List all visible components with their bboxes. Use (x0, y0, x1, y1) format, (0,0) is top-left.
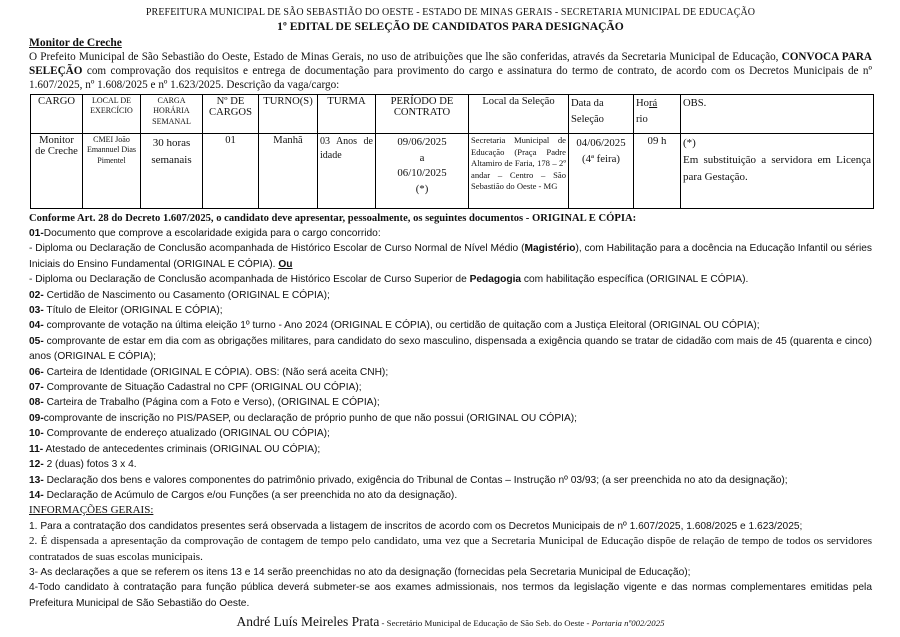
doc-item-12-text: 2 (duas) fotos 3 x 4. (43, 459, 137, 471)
cell-cargo: Monitor de Creche (31, 134, 83, 209)
doc-item-07-num: 07- (29, 382, 44, 394)
doc-item-12 (29, 457, 872, 472)
doc-item-01-text: Documento que comprove a escolaridade exigida para o cargo concorrido: (43, 228, 381, 239)
doc-item-04-text: comprovante de votação na última eleição 1º turno - Ano 2024 (ORIGINAL E CÓPIA), ou certidão de quitação com a Justiça Eleitoral (ORIGINAL OU CÓPIA); (43, 320, 760, 332)
doc-item-14-text: Declaração de Acúmulo de Cargos e/ou Funções (a ser preenchida no ato da designação). (43, 489, 458, 501)
doc-item-11-text: Atestado de antecedentes criminais (ORIGINAL OU CÓPIA); (43, 443, 321, 455)
vacancy-table-header-row (31, 95, 874, 134)
carga-line-1: 30 horas (152, 137, 191, 149)
horario-part-3: rio (636, 113, 648, 125)
diploma2-pedagogia-bold: Pedagogia (469, 274, 522, 286)
doc-item-14-num: 14- (29, 489, 44, 501)
cell-n-cargos: 01 (203, 134, 259, 209)
intro-paragraph (29, 50, 872, 92)
obs-text: Em substituição a servidora em Licença para Gestação. (683, 154, 871, 184)
doc-item-10 (29, 426, 872, 441)
data-selecao-line-2: (4ª feira) (581, 153, 621, 166)
intro-text-1: O Prefeito Municipal de São Sebastião do Oeste, Estado de Minas Gerais, no uso de atribuições que lhe são conferidas, através da Secretaria Municipal de Educação, (29, 51, 782, 63)
horario-part-2: rá (648, 98, 658, 109)
doc-item-02 (29, 288, 872, 303)
col-header-obs: OBS. (681, 95, 874, 134)
doc-item-05-text: comprovante de estar em dia com as obrigações militares, para candidato do sexo masculino, dispensada a exigência quando se tratar de cidadão com mais de 45 (quarenta e cinco) anos (ORIGINAL E CÓPIA); (29, 335, 872, 363)
doc-item-13 (29, 473, 872, 488)
doc-item-11-num: 11- (29, 443, 44, 455)
cell-periodo-contrato (376, 134, 469, 209)
periodo-line-2: a (419, 151, 425, 164)
doc-item-05-num: 05- (29, 335, 44, 347)
doc-item-diploma-superior (29, 272, 872, 287)
signature-name: André Luís Meireles Prata (236, 614, 380, 630)
periodo-line-3: 06/10/2025 (397, 167, 447, 180)
obs-asterisk: (*) (683, 137, 696, 149)
doc-item-09-num: 09- (29, 412, 44, 424)
doc-item-04-num: 04- (29, 320, 44, 332)
col-header-turnos: TURNO(S) (259, 95, 318, 134)
doc-item-01-num: 01- (29, 228, 44, 239)
cell-data-selecao (569, 134, 634, 209)
col-header-data-selecao: Data da Seleção (569, 95, 634, 134)
doc-item-13-text: Declaração dos bens e valores componentes do patrimônio privado, exigência do Tribunal de Contas – Instrução nº 03/93; (a ser preenchida no ato da designação); (43, 474, 788, 486)
diploma1-ou-bold: Ou (278, 258, 293, 270)
carga-line-2: semanais (151, 153, 192, 166)
org-header-line: PREFEITURA MUNICIPAL DE SÃO SEBASTIÃO DO OESTE - ESTADO DE MINAS GERAIS - SECRETARIA MUNICIPAL DE EDUCAÇÃO (145, 7, 756, 18)
general-info-item-4: 4-Todo candidato à contratação para função pública deverá submeter-se aos exames admissionais, nos termos da legislação vigente e das normas complementares emitidas pela Prefeitura Municipal de São Sebastião do Oeste. (29, 582, 872, 609)
col-header-turma: TURMA (318, 95, 376, 134)
col-header-local-exercicio: LOCAL DE EXERCÍCIO (83, 95, 141, 134)
doc-item-08 (29, 395, 872, 410)
general-info-item-3: 3- As declarações a que se referem os itens 13 e 14 serão preenchidas no ato da designação (fornecidas pela Secretaria Municipal de Educação); (29, 566, 691, 578)
cell-carga-horaria (141, 134, 203, 209)
doc-item-06-text: Carteira de Identidade (ORIGINAL E CÓPIA). OBS: (Não será aceita CNH); (43, 366, 389, 378)
signature-separator: - (379, 618, 387, 629)
position-title: Monitor de Creche (29, 37, 122, 49)
doc-item-10-text: Comprovante de endereço atualizado (ORIGINAL OU CÓPIA); (43, 428, 330, 440)
doc-item-10-num: 10- (29, 428, 44, 440)
horario-part-1: Ho (636, 98, 649, 109)
intro-convoca-bold: CONVOCA PARA SELEÇÃO (29, 51, 873, 77)
cell-local-exercicio: CMEI João Emannuel Dias Pimentel (83, 134, 141, 209)
doc-item-07 (29, 380, 872, 395)
doc-item-14 (29, 488, 872, 503)
doc-item-01 (29, 226, 872, 241)
data-selecao-line-1: 04/06/2025 (576, 137, 626, 149)
doc-item-03-num: 03- (29, 305, 44, 317)
doc-item-13-num: 13- (29, 474, 44, 486)
doc-item-04 (29, 318, 872, 333)
cell-local-selecao: Secretaria Municipal de Educação (Praça Padre Altamiro de Faria, 178 – 2º andar – Centro – São Sebastião do Oeste - MG (469, 134, 569, 209)
diploma1-magisterio-bold: Magistério (524, 243, 576, 255)
doc-item-02-text: Certidão de Nascimento ou Casamento (ORIGINAL E CÓPIA); (43, 289, 330, 301)
diploma2-pre: - Diploma ou Declaração de Conclusão acompanhada de Histórico Escolar de Curso Superior de (29, 274, 470, 286)
signature-line (29, 613, 872, 631)
general-info-heading-text: INFORMAÇÕES GERAIS: (29, 504, 154, 517)
doc-item-08-num: 08- (29, 397, 44, 409)
doc-item-06-num: 06- (29, 366, 44, 378)
intro-text-2: com comprovação dos requisitos e entrega de documentação para provimento do cargo e assinatura do termo de contrato, de acordo com os Decretos Municipais de nº 1.607/2025, nº 1.608/2025 e nº 1.623/2025. Descrição da vaga/cargo: (29, 65, 872, 91)
col-header-cargo: CARGO (31, 95, 83, 134)
vacancy-table-row (31, 134, 874, 209)
general-info-item-2: 2. É dispensada a apresentação da comprovação de contagem de tempo pelo candidato, uma vez que a Secretaria Municipal de Educação dispõe de relação de tempo de todos os servidores contratados de suas escolas municipais. (29, 535, 872, 563)
doc-item-03-text: Título de Eleitor (ORIGINAL E CÓPIA); (43, 305, 223, 317)
documents-heading: Conforme Art. 28 do Decreto 1.607/2025, o candidato deve apresentar, pessoalmente, os seguintes documentos - ORIGINAL E CÓPIA: (29, 213, 637, 224)
diploma1-post: ), com Habilitação para a docência na Educação Infantil ou séries Iniciais do Ensino Fundamental (ORIGINAL E CÓPIA). (29, 243, 872, 270)
diploma1-pre: - Diploma ou Declaração de Conclusão acompanhada de Histórico Escolar de Curso Normal de Nível Médio ( (29, 243, 525, 255)
doc-item-09 (29, 411, 872, 426)
periodo-line-1: 09/06/2025 (397, 136, 447, 148)
cell-turma: 03 Anos de idade (318, 134, 376, 209)
col-header-n-cargos: Nº DE CARGOS (203, 95, 259, 134)
vacancy-table (30, 94, 874, 209)
doc-item-08-text: Carteira de Trabalho (Página com a Foto e Verso), (ORIGINAL E CÓPIA); (43, 397, 380, 409)
doc-item-06 (29, 365, 872, 380)
doc-item-07-text: Comprovante de Situação Cadastral no CPF (ORIGINAL OU CÓPIA); (43, 382, 362, 394)
doc-item-12-num: 12- (29, 459, 44, 471)
page-title: 1º EDITAL DE SELEÇÃO DE CANDIDATOS PARA DESIGNAÇÃO (277, 20, 624, 33)
doc-item-02-num: 02- (29, 289, 44, 301)
diploma2-post: com habilitação específica (ORIGINAL E CÓPIA). (521, 274, 749, 286)
col-header-periodo-contrato: PERÍODO DE CONTRATO (376, 95, 469, 134)
doc-item-05 (29, 334, 872, 365)
doc-item-diploma-medio (29, 241, 872, 272)
doc-item-11 (29, 442, 872, 457)
col-header-horario (634, 95, 681, 134)
signature-role: Secretário Municipal de Educação de São Seb. do Oeste - (386, 618, 592, 629)
cell-horario: 09 h (634, 134, 681, 209)
doc-item-03 (29, 303, 872, 318)
general-info-item-1: 1. Para a contratação dos candidatos presentes será observada a listagem de inscritos de acordo com os Decretos Municipais de nº 1.607/2025, 1.608/2025 e 1.623/2025; (29, 520, 803, 532)
general-info-heading (29, 503, 872, 518)
periodo-line-4: (*) (415, 182, 429, 195)
signature-portaria: Portaria nº002/2025 (591, 618, 665, 629)
doc-item-09-text: comprovante de inscrição no PIS/PASEP, ou declaração de próprio punho de que não possui (ORIGINAL OU CÓPIA); (43, 412, 577, 424)
col-header-carga-horaria: CARGA HORÁRIA SEMANAL (141, 95, 203, 134)
cell-turnos: Manhã (259, 134, 318, 209)
col-header-local-selecao: Local da Seleção (469, 95, 569, 134)
cell-obs (681, 134, 874, 209)
